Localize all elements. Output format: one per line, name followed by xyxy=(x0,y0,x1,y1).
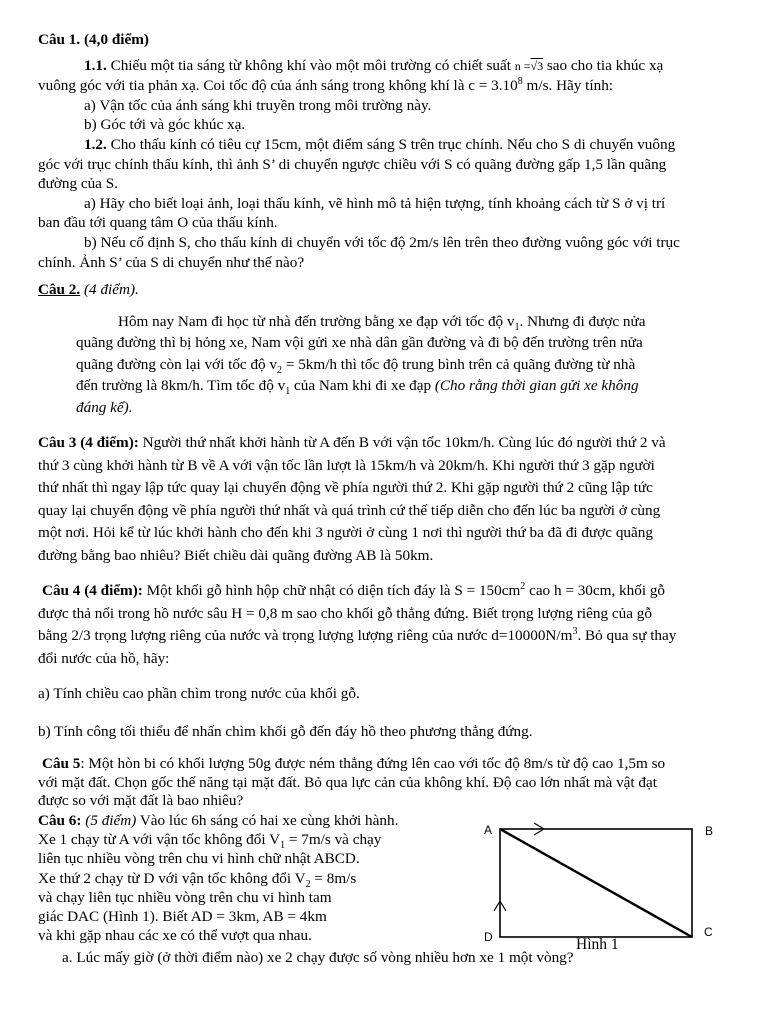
vertex-c-label: C xyxy=(704,925,713,939)
question-2-title: Câu 2. xyxy=(38,281,81,298)
question-1-1-part-b: b) Góc tới và góc khúc xạ. xyxy=(84,116,246,134)
question-5: Câu 5: Một hòn bi có khối lượng 50g được ném thẳng đứng lên cao với tốc độ 8m/s từ độ cao 1,5m so với mặt đất. Chọn gốc thế năng tại mặt đất. Bỏ qua lực cản của không khí. Độ cao lớn nhất mà vật đạt được so với mặt đất là bao nhiêu? xyxy=(38,755,666,810)
refractive-index-sqrt: √3 xyxy=(530,58,544,73)
question-3-title: Câu 3 (4 điểm): xyxy=(38,434,139,451)
question-1-2-part-a-line-1: a) Hãy cho biết loại ảnh, loại thấu kính, vẽ hình mô tả hiện tượng, tính khoảng cách từ S ở vị trí xyxy=(84,194,666,212)
question-1-2-part-b-line-2: chính. Ảnh S’ của S di chuyển như thế nào? xyxy=(38,253,305,271)
question-6: Câu 6: (5 điểm) Vào lúc 6h sáng có hai xe cùng khởi hành. Xe 1 chạy từ A với vận tốc không đổi $V_1 = 7m/s$ và chạy liên tục nhiều vòng trên chu vi hình chữ nhật ABCD. Xe thứ 2 chạy từ D với vận tốc không đổi $V_2 = 8m/s$ và chạy liên tục nhiều vòng trên chu vi hình tam giác DAC (Hình 1). Biết AD = 3km, AB = 4km và khi gặp nhau các xe có thể vượt qua nhau. xyxy=(38,812,399,945)
vertex-d-label: D xyxy=(484,930,493,944)
question-1 xyxy=(38,30,738,272)
question-1-1-line-2: vuông góc với tia phản xạ. Coi tốc độ của ánh sáng trong không khí là $c = 3.10^8$ m/s. Hãy tính: xyxy=(38,76,614,95)
question-1-2-line-2: góc với trục chính thấu kính, thì ảnh S’ di chuyển ngược chiều với S có quãng đường gấp 1,5 lần quãng xyxy=(38,155,667,173)
question-4: Câu 4 (4 điểm): Một khối gỗ hình hộp chữ nhật có diện tích đáy là $S = 150cm^2$ cao h = 30cm, khối gỗ được thả nổi trong hồ nước sâu H = 0,8 m sao cho khối gỗ thẳng đứng. Biết trọng lượng riêng của gỗ bằng 2/3 trọng lượng riêng của nước và trọng lượng lượng riêng của nước $d=10000N/m^3$. Bỏ qua sự thay đổi nước của hồ, hãy: xyxy=(38,580,677,667)
question-1-1-line-1: 1.1. Chiếu một tia sáng từ không khí vào một môi trường có chiết suất n =√3 sao cho tia khúc xạ xyxy=(84,56,664,74)
question-1-1-part-a: a) Vận tốc của ánh sáng khi truyền trong môi trường này. xyxy=(84,96,432,114)
figure-1 xyxy=(480,815,720,965)
question-1-2-line-3: đường của S. xyxy=(38,175,118,193)
question-5-title: Câu 5 xyxy=(42,755,81,772)
refractive-index-n: n = xyxy=(514,58,531,73)
question-4-part-a: a) Tính chiều cao phần chìm trong nước của khối gỗ. xyxy=(38,685,360,702)
question-6-part-a: a. Lúc mấy giờ (ở thời điểm nào) xe 2 chạy được số vòng nhiều hơn xe 1 một vòng? xyxy=(62,949,574,966)
question-1-2-part-b-line-1: b) Nếu cố định S, cho thấu kính di chuyển với tốc độ 2m/s lên trên theo đường vuông góc với trục xyxy=(84,233,680,251)
figure-caption: Hình 1 xyxy=(576,936,619,953)
diagonal-ac xyxy=(500,829,692,937)
question-1-2-part-a-line-2: ban đầu tới quang tâm O của thấu kính. xyxy=(38,214,278,232)
question-2-points: (4 điểm). xyxy=(80,281,139,298)
question-1-2-line-1: 1.2. Cho thấu kính có tiêu cự 15cm, một điểm sáng S trên trục chính. Nếu cho S di chuyển vuông xyxy=(84,135,676,153)
question-2-heading xyxy=(38,280,139,300)
vertex-b-label: B xyxy=(705,824,714,838)
question-4-title: Câu 4 (4 điểm): xyxy=(42,582,143,599)
question-4-part-b: b) Tính công tối thiểu để nhấn chìm khối gỗ đến đáy hồ theo phương thẳng đứng. xyxy=(38,723,533,740)
question-6-points: (5 điểm) xyxy=(81,812,137,829)
question-6-title: Câu 6: xyxy=(38,812,82,829)
question-3: Câu 3 (4 điểm): Người thứ nhất khởi hành từ A đến B với vận tốc 10km/h. Cùng lúc đó người thứ 2 và thứ 3 cùng khởi hành từ B về A với vận tốc lần lượt là 15km/h và 20km/h. Khi người thứ 3 gặp người thứ nhất thì ngay lập tức quay lại chuyển động về phía người thứ 2. Khi gặp người thứ 2 cũng lập tức quay lại chuyển động về phía người thứ nhất và quá trình cứ thế tiếp diễn cho đến lúc ba người ở cùng một nơi. Hỏi kể từ lúc khởi hành cho đến khi 3 người ở cùng 1 nơi thì người thứ ba đã đi được quãng đường bằng bao nhiêu? Biết chiều dài quãng đường AB là 50km. xyxy=(38,434,666,564)
question-2-body: Hôm nay Nam đi học từ nhà đến trường bằng xe đạp với tốc độ $v_1$. Nhưng đi được nửa quãng đường thì bị hỏng xe, Nam vội gửi xe nhà dân gần đường và đi bộ đến trường trên nửa quãng đường còn lại với tốc độ $v_2 = 5km/h$ thì tốc độ trung bình trên cả quãng đường từ nhà đến trường là 8km/h. Tìm tốc độ $v_1$ của Nam khi đi xe đạp (Cho rằng thời gian gửi xe không đáng kể). xyxy=(76,313,646,416)
vertex-a-label: A xyxy=(484,823,493,837)
question-1-title: Câu 1. (4,0 điểm) xyxy=(38,31,149,48)
